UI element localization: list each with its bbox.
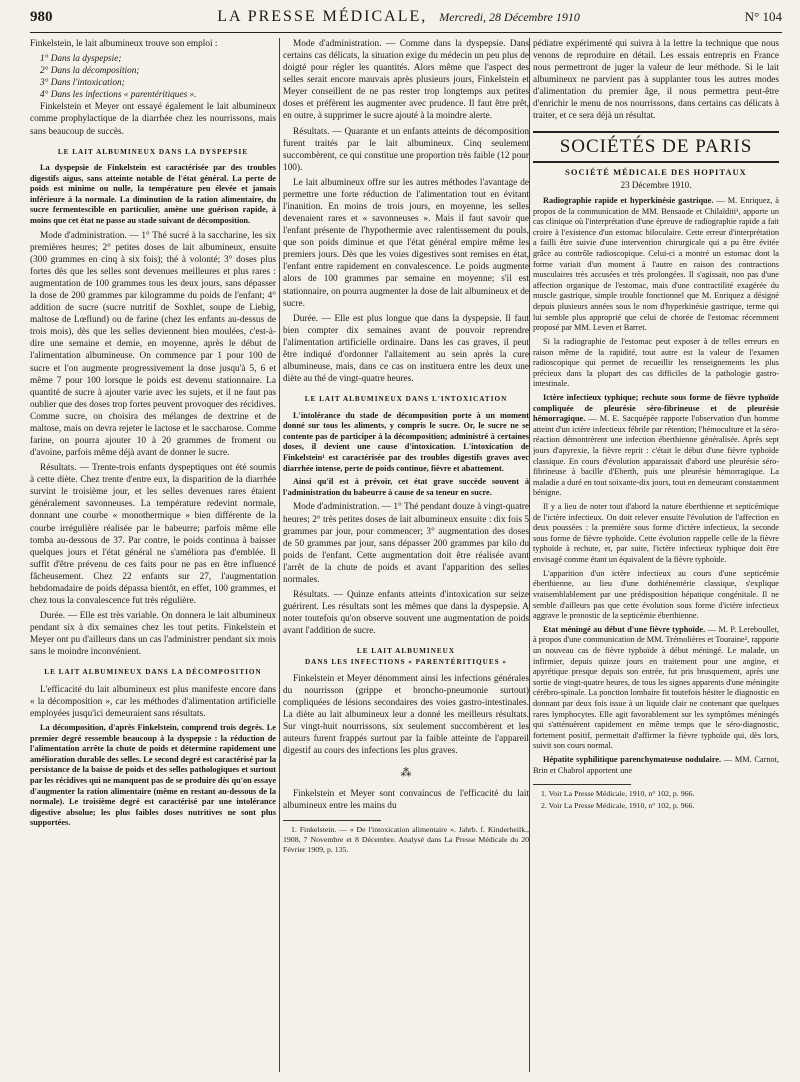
summary-paragraph: L'intolérance du stade de décomposition porte à un moment donné sur tous les aliments, y compris le sucre. Or, le sucre ne se contente pas de participer à la décomposition; administré à certaines doses, il devient une cause d'intoxication. L'intoxication de Finkelstein¹ est caractérisée par des troubles digestifs graves avec diarrhée intense, perte de poids continue, fièvre et abattement. <box>283 410 529 473</box>
column-rule-1 <box>279 38 280 1072</box>
report-title: Etat méningé au début d'une fièvre typhoïde. <box>543 624 706 634</box>
paragraph: Résultats. — Quarante et un enfants atteints de décomposition furent traités par le lait albumineux. Cinq seulement succombèrent, ce qui constitue une proportion très faible (12 pour 100). <box>283 126 529 173</box>
page-number: 980 <box>30 9 53 25</box>
paragraph: pédiatre expérimenté qui suivra à la lettre la technique que nous venons de reproduire en détail. Les essais entrepris en France nous permettront de juger la valeur de leur méthode. Si le lait albumineux ne parvient pas à supplanter tous les autres modes d'alimentation du premier âge, il nous permettra peut-être d'enrichir le menu de nos nourrissons, dans certains cas délicats à traiter, et ce sera déjà un résultat. <box>533 39 779 122</box>
column-3 <box>533 38 779 1072</box>
paragraph: Finkelstein et Meyer dénomment ainsi les infections générales du nourrisson (grippe et broncho-pneumonie surtout) compliquées de lésions secondaires des voies gastro-intestinales. La diète au lait albumineux leur a donné les meilleurs résultats. Sur vingt-huit nourrissons, six seulement succombèrent et les auteurs furent frappés surtout par la faible atteinte de l'appareil digestif au cours des infections les plus graves. <box>283 674 529 757</box>
report-title: Hépatite syphilitique parenchymateuse nodulaire. <box>543 755 722 765</box>
report-paragraph <box>533 625 779 752</box>
column-2 <box>283 38 529 1072</box>
column-1 <box>30 38 276 1072</box>
journal-title-line <box>217 8 580 26</box>
section-heading-dyspepsie: LE LAIT ALBUMINEUX DANS LA DYSPEPSIE <box>57 147 249 156</box>
report-paragraph <box>533 755 779 776</box>
report-paragraph <box>533 196 779 334</box>
list-item: 2° Dans la décomposition; <box>40 66 140 77</box>
issue-number: N° 104 <box>744 9 782 24</box>
list-item: 4° Dans les infections « parentéritiques ». <box>40 90 197 101</box>
report-body: — M. E. Sacquépée rapporte l'observation d'un homme atteint d'un ictère infectieux fébrile par rétention; l'hémoculture et la séro-réaction démontrèrent une infection éberthienne généralisée. Après sept jours d'apyrexie, la fièvre reprit : c'était le début d'une fièvre typhoïde classique. En cours d'évolution apparaissait d'abord une pleurésie séro-fibrineuse à bacille d'Eberth, puis une pleurésie hémorragique. La maladie a duré en tout soixante-dix jours, tout en demeurant constamment bénigne. <box>533 414 779 498</box>
section-heading-infections: LE LAIT ALBUMINEUX <box>356 647 456 656</box>
footnote: 1. Voir La Presse Médicale, 1910, n° 102, p. 966. <box>541 789 695 799</box>
summary-paragraph: Ainsi qu'il est à prévoir, cet état grave succède souvent à l'administration du babeurre à cause de sa teneur en sucre. <box>283 477 529 497</box>
footnote: 1. Finkelstein. — « De l'intoxication alimentaire ». Jahrb. f. Kinderheilk., 1908, 7 Novembre et 8 Décembre. Analysé dans La Presse Médicale du 20 Février 1909, p. 135. <box>283 825 529 854</box>
paragraph: Mode d'administration. — Comme dans la dyspepsie. Dans certains cas délicats, la situation exige du médecin un peu plus de doigté pour régler les quantités. Alors même que l'aspect des selles serait encore mauvais après plusieurs jours, Finkelstein et Meyer conseillent de ne pas rester trop longtemps aux petites doses et préfèrent les augmenter avec prudence. Il faut être prêt, en outre, à supprimer le sucre ajouté à la moindre alerte. <box>283 39 529 122</box>
report-paragraph: Il y a lieu de noter tout d'abord la nature éberthienne et septicémique de l'ictère infectieux. On doit relever ensuite l'évolution de l'affection en deux poussées : la première sous forme d'ictère infectieux, la seconde sous forme de fièvre typhoïde. Cette évolution rappelle celle de la fièvre typhoïde à rechute, et, par suite, l'ictère infectieux typhique doit être envisagé comme étant un équivalent de la fièvre typhoïde. <box>533 502 779 565</box>
summary-paragraph: La décomposition, d'après Finkelstein, comprend trois degrés. Le premier degré ressemble beaucoup à la dyspepsie : la réduction de l'alimentation arrête la chute de poids et détermine rapidement une amélioration durable des selles. Le second degré est caractérisé par la persistance de la baisse de poids et des selles pathologiques et surtout par les récidives qui ne manquent pas de se produire dès qu'on essaye d'augmenter la ration alimentaire (même en restant au-dessous de la normale). Le troisième degré est caractérisé par une intolérance digestive absolue; les plus faibles doses nutritives ne sont plus supportées. <box>30 722 276 828</box>
footnote-rule <box>283 820 381 821</box>
paragraph: Résultats. — Trente-trois enfants dyspeptiques ont été soumis à cette diète. Chez trente d'entre eux, la disparition de la diarrhée survint le troisième jour, et les selles devenues rares étaient généralement savonneuses. La température redevint normale, donnant une courbe « monothermique » bien différente de la courbe irrégulière réalisée par le babeurre; parfois même elle tomba au-dessous de 37. Par contre, le poids continua à baisser quelques jours et l'état général ne s'améliora pas d'emblée. Il suffit d'être prévenu de ces faits pour ne pas en être influencé fâcheusement. Chez 22 enfants sur 27, l'augmentation hebdomadaire de poids dépassa bientôt, en effet, 100 grammes, et chez tous la convalescence fut très régulière. <box>30 463 276 606</box>
report-paragraph <box>533 393 779 499</box>
running-header <box>30 8 782 33</box>
footnote-rule <box>533 784 631 785</box>
section-heading-infections-sub: DANS LES INFECTIONS « PARENTÉRITIQUES » <box>304 657 508 666</box>
report-body: — M. P. Lereboullet, à propos d'une communication de MM. Trémolières et Touraine², rapporte un nouveau cas de fièvre typhoïde à début méningé. Le malade, un infirmier, depuis quinze jours en traitement pour une angine, et apyrétique presque depuis son entrée, fut pris brusquement, après une sortie de vingt-quatre heures, de tous les signes apparents d'une méningite cérébro-spinale. La ponction lombaire fit toutefois hésiter le diagnostic en donnant par deux fois issue à un liquide clair ne contenant que quelques rares lymphocytes. Elle agit favorablement sur les symptômes méningés qui s'atténuèrent rapidement en même temps que le séro-diagnostic, fortement positif, permettait d'affirmer la fièvre typhoïde qui, dès lors, suivit son cours normal. <box>533 624 779 751</box>
report-title: Radiographie rapide et hyperkinésie gastrique. <box>543 195 714 205</box>
paragraph: Mode d'administration. — 1° Thé pendant douze à vingt-quatre heures; 2° très petites doses de lait albumineux ensuite : dix fois 5 grammes par jour, pour commencer; 3° augmentation des doses de 50 grammes par jour, sans dépasser 200 grammes par kilo du poids de l'enfant. Cette augmentation doit être réalisée avant l'arrêt de la chute de poids et avant l'apparition des selles normales. <box>283 502 529 585</box>
paragraph: Durée. — Elle est très variable. On donnera le lait albumineux pendant six à dix semaines chez les tout petits. Finkelstein et Meyer ont pu d'ailleurs dans un cas l'administrer pendant six mois sans le moindre inconvénient. <box>30 611 276 658</box>
list-item: 1° Dans la dyspepsie; <box>40 54 122 65</box>
paragraph: L'efficacité du lait albumineux est plus manifeste encore dans « la décomposition », car les méthodes d'alimentation artificielle employées jusqu'ici demeuraient sans résultats. <box>30 684 276 719</box>
list-item: 3° Dans l'intoxication; <box>40 78 125 89</box>
session-date: 23 Décembre 1910. <box>620 180 692 191</box>
journal-title: LA PRESSE MÉDICALE, <box>217 8 428 25</box>
report-paragraph: L'apparition d'un ictère infectieux au cours d'une septicémie éberthienne, au lieu d'une dothiénentérie classique, s'explique vraisemblablement par une prédisposition hépatique congénitale. Il ne semble d'ailleurs pas que cette évolution sous forme d'ictère infectieux aggrave le pronostic de la septicémie éberthienne. <box>533 568 779 621</box>
report-title: Ictère infectieux typhique; rechute sous forme de fièvre typhoïde compliquée de pleurésie séro-fibrineuse et de pleurésie hémorragique. <box>533 392 779 424</box>
section-heading-decomposition: LE LAIT ALBUMINEUX DANS LA DÉCOMPOSITION <box>44 668 262 677</box>
footnote: 2. Voir La Presse Médicale, 1910, n° 102, p. 966. <box>541 801 695 811</box>
paragraph: Finkelstein et Meyer sont convaincus de l'efficacité du lait albumineux entre les mains du <box>283 788 529 811</box>
section-title-societes: SOCIÉTÉS DE PARIS <box>533 131 779 164</box>
paragraph: Résultats. — Quinze enfants atteints d'intoxication sur seize guérirent. Les résultats sont les mêmes que dans la dyspepsie. A noter toutefois qu'on observe souvent une augmentation de poids avant l'addition de sucre. <box>283 589 529 637</box>
asterism-separator: ⁂ <box>400 766 412 779</box>
report-body: — MM. Carnot, Brin et Chabrol apportent une <box>533 755 779 775</box>
society-name: SOCIÉTÉ MÉDICALE DES HOPITAUX <box>565 167 747 178</box>
paragraph: Mode d'administration. — 1° Thé sucré à la saccharine, les six premières heures; 2° petites doses de lait albumineux, ensuite (300 grammes en cinq à six fois); thé à volonté; 3° doses plus fortes dès que les selles sont devenues meilleures et plus rares : augmentation de 100 grammes tous les deux jours, sans dépasser la dose de 200 grammes par kilogramme du poids de l'enfant; 4° addition de sucre (sucre nutritif de Soxhlet, soupe de Liebig, maltose de Lœflund) ou de farine (chez les enfants au-dessus de trois mois), dès que les selles deviennent bien moulées, c'est-à-dire une semaine et demie, en moyenne, après le début de l'alimentation albumineuse. On commence par 1 pour 100 de sucre et l'on augmente progressivement la dose jusqu'à 5, 6 et même 7 pour 100 lorsque le poids est devenu stationnaire. La quantité de sucre à ajouter varie avec les sujets, et il ne faut pas oublier que des doses trop fortes peuvent provoquer des récidives. Comme sucre, on choisira des mélanges de dextrine et de maltose, mais on devra rejeter le lactose et le saccharose. Comme farine, on pourra ajouter 10 à 20 grammes de froment ou d'avoine, parfois même déjà avant de donner le sucre. <box>30 230 276 459</box>
report-body: — M. Enriquez, à propos de la communication de MM. Bensaude et Chilaïditi¹, apporte un cas clinique où l'interprétation d'une épreuve de radiographie rapide a fait croire à l'existence d'un estomac biloculaire. Cette erreur d'interprétation a failli être suivie d'une intervention chirurgicale qui a pu être évitée grâce au contrôle radioscopique. Celui-ci a montré un estomac dont la forme variait d'un moment à l'autre en raison des contractions musculaires très accusées et très prolongées. Il s'agissait, non pas d'une affection organique de l'estomac, mais d'une contractilité exagérée du muscle gastrique, simple trouble fonctionnel que M. Enriquez a désigné depuis plusieurs années sous le nom d'hyperkinésie gastrique, terme qui lui semble plus approprié que celui de chorée de l'estomac récemment proposé par MM. Leven et Barret. <box>533 195 779 333</box>
paragraph: Finkelstein, le lait albumineux trouve son emploi : <box>30 39 218 49</box>
paragraph: Durée. — Elle est plus longue que dans la dyspepsie. Il faut bien compter dix semaines avant de pouvoir reprendre l'alimentation artificielle ordinaire. Dans les cas graves, il peut être indiqué d'ordonner l'allaitement au sein après la cure albumineuse, mais, dans ce cas on instituera entre les deux une diète au thé de vingt-quatre heures. <box>283 313 529 385</box>
section-heading-intoxication: LE LAIT ALBUMINEUX DANS L'INTOXICATION <box>304 395 508 404</box>
summary-paragraph: La dyspepsie de Finkelstein est caractérisée par des troubles digestifs aigus, sans atteinte notable de l'état général. La perte de poids est minime ou nulle, la température peu élevée et jamais inférieure à la normale. La diminution de la ration alimentaire, du sucre fermentescible en particulier, amène une guérison rapide, à moins que cet état ne passe au stade suivant de décomposition. <box>30 162 276 226</box>
paragraph: Finkelstein et Meyer ont essayé également le lait albumineux comme prophylactique de la diarrhée chez les nourrissons, mais sans beaucoup de succès. <box>30 102 276 137</box>
issue-date: Mercredi, 28 Décembre 1910 <box>439 10 580 24</box>
paragraph: Le lait albumineux offre sur les autres méthodes l'avantage de permettre une forte réduction de l'alimentation tout en évitant l'inanition. En moins de trois jours, en moyenne, les selles devenaient rares et « savonneuses ». Mais il faut savoir que l'enfant présente de l'hypothermie avec ralentissement du pouls, que son poids diminue et que l'état général empire même les premiers jours. Dès que les voies digestives sont remises en état, l'enfant entre rapidement en convalescence. Le poids augmente alors de 100 grammes par semaine en moyenne; s'il est stationnaire, on pourra augmenter la dose de lait albumineux et de sucre. <box>283 177 529 309</box>
column-rule-2 <box>529 38 530 1072</box>
report-paragraph: Si la radiographie de l'estomac peut exposer à de telles erreurs en raison même de la rapidité, tout autre est la valeur de l'examen radioscopique qui permet de recueillir les renseignements les plus précieux dans la plupart des cas difficiles de la pathologie gastro-intestinale. <box>533 336 779 389</box>
